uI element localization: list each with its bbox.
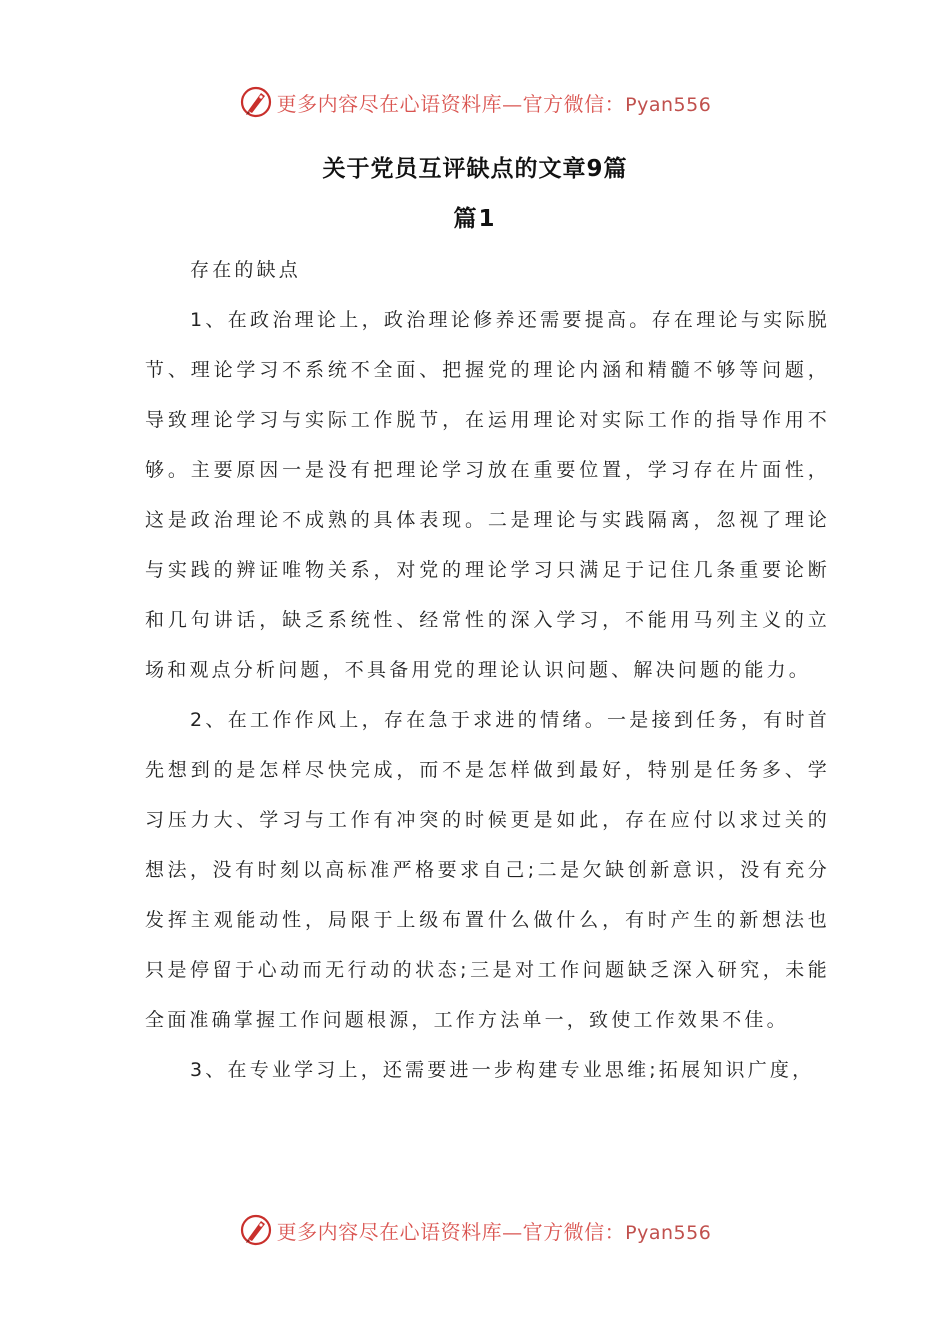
document-title: 关于党员互评缺点的文章9篇 — [322, 156, 628, 182]
paragraph: 3、在专业学习上，还需要进一步构建专业思维;拓展知识广度， — [190, 1059, 815, 1081]
pen-nib-circle-logo-icon — [239, 85, 273, 119]
watermark-footer — [0, 1210, 950, 1250]
watermark-label: 更多内容尽在心语资料库—官方微信： — [276, 1219, 626, 1244]
paragraph: 1、在政治理论上，政治理论修养还需要提高。存在理论与实际脱节、理论学习不系统不全面、把握党的理论内涵和精髓不够等问题，导致理论学习与实际工作脱节，在运用理论对实际工作的指导作用不够。主要原因一是没有把理论学习放在重要位置，学习存在片面性，这是政治理论不成熟的具体表现。二是理论与实践隔离，忽视了理论与实践的辨证唯物关系，对党的理论学习只满足于记住几条重要论断和几句讲话，缺乏系统性、经常性的深入学习，不能用马列主义的立场和观点分析问题，不具备用党的理论认识问题、解决问题的能力。 — [145, 309, 830, 681]
document-body — [145, 245, 830, 1095]
watermark-wechat-id: Pyan556 — [625, 1221, 712, 1244]
paragraph-heading: 存在的缺点 — [190, 259, 302, 281]
watermark-header — [0, 82, 950, 122]
pen-nib-circle-logo-icon — [239, 1213, 273, 1247]
watermark-wechat-id: Pyan556 — [625, 93, 712, 116]
watermark-text — [277, 88, 712, 117]
watermark-text — [277, 1216, 712, 1245]
paragraph: 2、在工作作风上，存在急于求进的情绪。一是接到任务，有时首先想到的是怎样尽快完成，而不是怎样做到最好，特别是任务多、学习压力大、学习与工作有冲突的时候更是如此，存在应付以求过关的想法，没有时刻以高标准严格要求自己;二是欠缺创新意识，没有充分发挥主观能动性，局限于上级布置什么做什么，有时产生的新想法也只是停留于心动而无行动的状态;三是对工作问题缺乏深入研究，未能全面准确掌握工作问题根源，工作方法单一，致使工作效果不佳。 — [145, 709, 830, 1031]
watermark-label: 更多内容尽在心语资料库—官方微信： — [276, 91, 626, 116]
document-subtitle: 篇1 — [453, 206, 497, 232]
